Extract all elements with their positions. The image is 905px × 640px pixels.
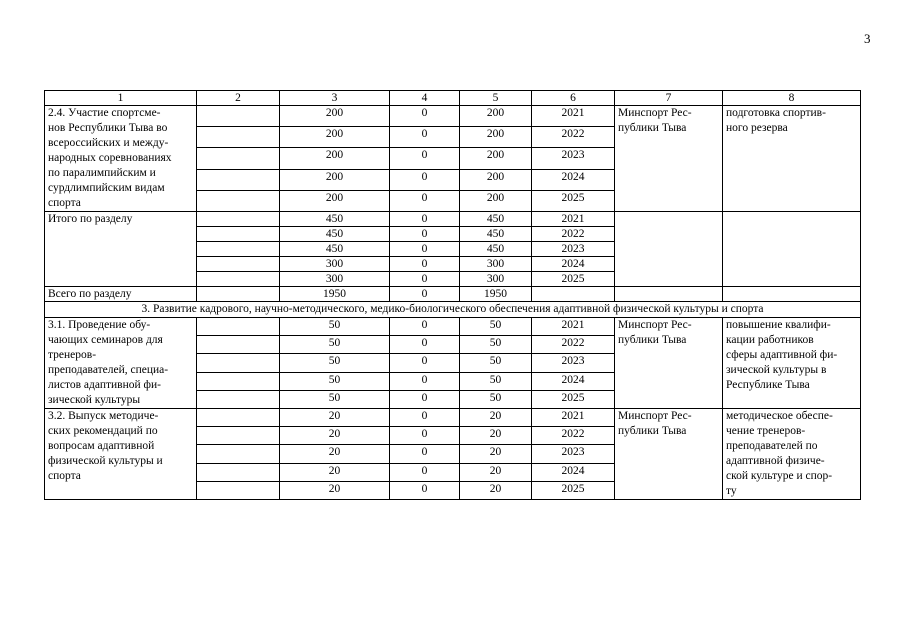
measure-name-cell-line: спорта [48,470,81,482]
republic-cell: 200 [460,169,532,190]
year-cell: 2025 [532,481,615,499]
col2-cell [197,148,280,169]
total-cell: 200 [280,190,390,211]
republic-cell: 20 [460,463,532,481]
measure-name-cell [45,318,197,409]
measure-name-cell-line: народных соревнованиях [48,152,172,164]
col2-cell [197,190,280,211]
federal-cell: 0 [390,169,460,190]
col2-cell [197,372,280,390]
measure-name-cell-line: ских рекомендаций по [48,425,158,437]
col2-cell [197,390,280,408]
header-cell: 7 [615,91,723,106]
result-cell-line: зической культуры в [726,364,827,376]
result-cell [723,212,861,287]
measure-name-cell-line: спорта [48,197,81,209]
measure-name-cell-line: по паралимпийским и [48,167,156,179]
federal-cell: 0 [390,463,460,481]
program-table [44,90,861,500]
measure-name-cell-line: 3.1. Проведение обу- [48,319,151,331]
federal-cell: 0 [390,390,460,408]
measure-name-cell-line: чающих семинаров для [48,334,163,346]
republic-cell: 200 [460,106,532,127]
col2-cell [197,242,280,257]
federal-cell: 0 [390,227,460,242]
measure-name-cell-line: сурдлимпийским видам [48,182,165,194]
col2-cell [197,445,280,463]
total-cell: 300 [280,272,390,287]
federal-cell: 0 [390,336,460,354]
federal-cell: 0 [390,354,460,372]
federal-cell: 0 [390,242,460,257]
federal-cell: 0 [390,190,460,211]
republic-cell: 20 [460,427,532,445]
col2-cell [197,127,280,148]
year-cell [532,287,615,302]
total-cell: 50 [280,318,390,336]
executor-cell-line: Минспорт Рес- [618,107,692,119]
federal-cell: 0 [390,272,460,287]
header-cell: 5 [460,91,532,106]
year-cell: 2022 [532,427,615,445]
result-cell-line: чение тренеров- [726,425,806,437]
col2-cell [197,272,280,287]
table-row [45,106,861,127]
year-cell: 2025 [532,190,615,211]
federal-cell: 0 [390,409,460,427]
federal-cell: 0 [390,481,460,499]
result-cell-line: преподавателей по [726,440,818,452]
col2-cell [197,227,280,242]
total-cell: 20 [280,463,390,481]
republic-cell: 300 [460,257,532,272]
header-cell: 8 [723,91,861,106]
total-cell: 20 [280,427,390,445]
col2-cell [197,463,280,481]
total-cell: 450 [280,227,390,242]
section-title-row [45,302,861,318]
total-cell: 50 [280,354,390,372]
total-cell: 450 [280,242,390,257]
grand-total-label: Всего по разделу [45,287,197,302]
executor-cell [615,409,723,500]
republic-cell: 200 [460,190,532,211]
year-cell: 2022 [532,227,615,242]
result-cell [723,318,861,409]
col2-cell [197,409,280,427]
executor-cell-line: Минспорт Рес- [618,319,692,331]
result-cell-line: ту [726,485,737,497]
header-cell: 2 [197,91,280,106]
republic-cell: 300 [460,272,532,287]
measure-name-cell-line: 2.4. Участие спортсме- [48,107,161,119]
total-cell: 50 [280,336,390,354]
total-cell: 20 [280,481,390,499]
result-cell-line: сферы адаптивной фи- [726,349,838,361]
header-cell: 6 [532,91,615,106]
measure-name-cell-line: преподавателей, специа- [48,364,169,376]
year-cell: 2021 [532,318,615,336]
col2-cell [197,427,280,445]
result-cell [723,287,861,302]
col2-cell [197,169,280,190]
year-cell: 2024 [532,257,615,272]
year-cell: 2024 [532,372,615,390]
year-cell: 2021 [532,212,615,227]
total-cell: 20 [280,445,390,463]
measure-name-cell-line: Итого по разделу [48,213,133,225]
result-cell-line: ного резерва [726,122,788,134]
republic-cell: 50 [460,354,532,372]
table-row [45,318,861,336]
result-cell-line: адаптивной физиче- [726,455,825,467]
total-cell: 300 [280,257,390,272]
republic-cell: 20 [460,445,532,463]
total-cell: 200 [280,127,390,148]
republic-cell: 1950 [460,287,532,302]
total-cell: 200 [280,148,390,169]
federal-cell: 0 [390,318,460,336]
federal-cell: 0 [390,287,460,302]
year-cell: 2022 [532,336,615,354]
measure-name-cell-line: вопросам адаптивной [48,440,155,452]
measure-name-cell [45,409,197,500]
republic-cell: 50 [460,372,532,390]
executor-cell [615,318,723,409]
total-cell: 20 [280,409,390,427]
year-cell: 2024 [532,463,615,481]
col2-cell [197,354,280,372]
republic-cell: 50 [460,318,532,336]
table-row [45,409,861,427]
federal-cell: 0 [390,127,460,148]
page-number: 3 [864,31,871,46]
table-body [45,91,861,500]
total-cell: 200 [280,169,390,190]
year-cell: 2023 [532,354,615,372]
measure-name-cell-line: 3.2. Выпуск методиче- [48,410,159,422]
republic-cell: 450 [460,227,532,242]
year-cell: 2023 [532,242,615,257]
year-cell: 2021 [532,106,615,127]
executor-cell [615,106,723,212]
federal-cell: 0 [390,372,460,390]
total-cell: 50 [280,390,390,408]
year-cell: 2023 [532,148,615,169]
measure-name-cell-line: всероссийских и между- [48,137,169,149]
executor-cell-line: Минспорт Рес- [618,410,692,422]
federal-cell: 0 [390,427,460,445]
republic-cell: 200 [460,127,532,148]
total-cell: 1950 [280,287,390,302]
result-cell [723,409,861,500]
grand-total-row [45,287,861,302]
federal-cell: 0 [390,148,460,169]
result-cell-line: ской культуре и спор- [726,470,833,482]
republic-cell: 200 [460,148,532,169]
measure-name-cell [45,106,197,212]
federal-cell: 0 [390,212,460,227]
federal-cell: 0 [390,106,460,127]
col2-cell [197,336,280,354]
year-cell: 2024 [532,169,615,190]
measure-name-cell-line: нов Республики Тыва во [48,122,168,134]
result-cell-line: кации работников [726,334,814,346]
col2-cell [197,257,280,272]
republic-cell: 450 [460,212,532,227]
year-cell: 2022 [532,127,615,148]
header-row [45,91,861,106]
republic-cell: 50 [460,390,532,408]
result-cell-line: подготовка спортив- [726,107,826,119]
col2-cell [197,212,280,227]
header-cell: 3 [280,91,390,106]
year-cell: 2025 [532,390,615,408]
executor-cell [615,212,723,287]
col2-cell [197,481,280,499]
table-row [45,212,861,227]
measure-name-cell-line: тренеров- [48,349,97,361]
executor-cell [615,287,723,302]
result-cell-line: повышение квалифи- [726,319,831,331]
year-cell: 2025 [532,272,615,287]
col2-cell [197,287,280,302]
federal-cell: 0 [390,445,460,463]
republic-cell: 450 [460,242,532,257]
header-cell: 4 [390,91,460,106]
year-cell: 2023 [532,445,615,463]
measure-name-cell-line: листов адаптивной фи- [48,379,161,391]
republic-cell: 20 [460,409,532,427]
republic-cell: 20 [460,481,532,499]
col2-cell [197,318,280,336]
executor-cell-line: публики Тыва [618,425,687,437]
republic-cell: 50 [460,336,532,354]
result-cell-line: Республике Тыва [726,379,810,391]
result-cell-line: методическое обеспе- [726,410,833,422]
measure-name-cell-line: зической культуры [48,394,141,406]
total-cell: 50 [280,372,390,390]
executor-cell-line: публики Тыва [618,334,687,346]
col2-cell [197,106,280,127]
measure-name-cell-line: физической культуры и [48,455,163,467]
measure-name-cell [45,212,197,287]
total-cell: 200 [280,106,390,127]
section-title: 3. Развитие кадрового, научно-методического, медико-биологического обеспечения адаптивной физической культуры и спорта [45,302,861,318]
federal-cell: 0 [390,257,460,272]
executor-cell-line: публики Тыва [618,122,687,134]
result-cell [723,106,861,212]
year-cell: 2021 [532,409,615,427]
total-cell: 450 [280,212,390,227]
header-cell: 1 [45,91,197,106]
